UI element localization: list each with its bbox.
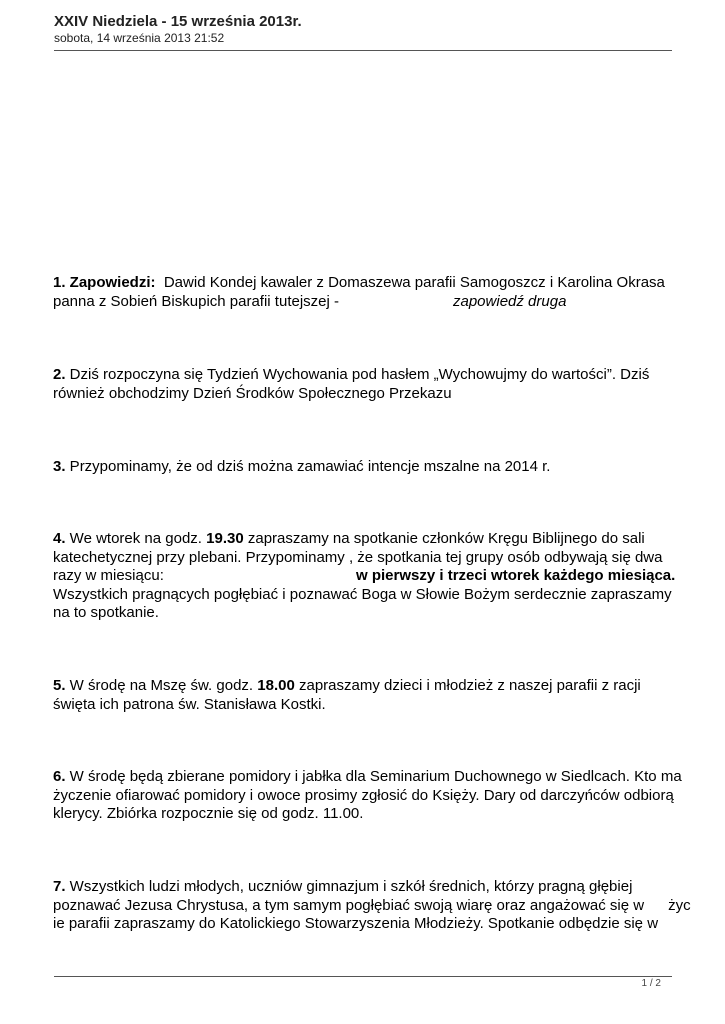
announcement-time: 18.00 bbox=[257, 677, 295, 694]
announcement-text: Wszystkich ludzi młodych, uczniów gimnazjum i szkół średnich, którzy pragną głębiej bbox=[65, 878, 633, 895]
announcement-text: zapraszamy na spotkanie członków Kręgu Biblijnego do sali bbox=[243, 530, 645, 547]
announcement-text: również obchodzimy Dzień Środków Społecznego Przekazu bbox=[53, 384, 452, 402]
announcement-text: W środę na Mszę św. godz. bbox=[65, 677, 258, 694]
announcement-text: Dawid Kondej kawaler z Domaszewa parafii Samogoszcz i Karolina Okrasa bbox=[155, 274, 665, 291]
announcement-number: 2. bbox=[53, 366, 66, 383]
header-divider bbox=[54, 50, 672, 51]
announcement-text: Przypominamy, że od dziś można zamawiać intencje mszalne na 2014 r. bbox=[65, 458, 551, 475]
announcement-number: 7. bbox=[53, 878, 66, 895]
announcement-text: święta ich patrona św. Stanisława Kostki. bbox=[53, 695, 326, 713]
announcement-7 bbox=[53, 878, 693, 934]
announcement-text: życzenie ofiarować pomidory i owoce prosimy zgłosić do Księży. Dary od darczyńców odbiorą bbox=[53, 786, 674, 804]
announcement-note: zapowiedź druga bbox=[453, 292, 567, 310]
announcement-4 bbox=[53, 530, 693, 623]
announcement-text: zapraszamy dzieci i młodzież z naszej parafii z racji bbox=[294, 677, 641, 694]
announcement-number: 6. bbox=[53, 768, 66, 785]
announcement-text: razy w miesiącu: bbox=[53, 567, 164, 585]
announcement-2 bbox=[53, 366, 693, 403]
announcement-number: 4. bbox=[53, 530, 66, 547]
document-title: XXIV Niedziela - 15 września 2013r. bbox=[54, 13, 302, 30]
announcement-text: życ bbox=[668, 896, 691, 914]
page-number: 1 / 2 bbox=[641, 978, 661, 989]
announcement-number: 3. bbox=[53, 458, 66, 475]
announcement-text: W środę będą zbierane pomidory i jabłka dla Seminarium Duchownego w Siedlcach. Kto ma bbox=[65, 768, 682, 785]
announcement-1 bbox=[53, 274, 693, 311]
announcement-emphasis: w pierwszy i trzeci wtorek każdego miesiąca. bbox=[356, 567, 676, 585]
announcement-text: na to spotkanie. bbox=[53, 604, 159, 622]
announcement-text: ie parafii zapraszamy do Katolickiego Stowarzyszenia Młodzieży. Spotkanie odbędzie się w bbox=[53, 915, 659, 933]
announcement-number: 5. bbox=[53, 677, 66, 694]
announcement-text: panna z Sobień Biskupich parafii tutejszej - bbox=[53, 292, 339, 310]
announcement-5 bbox=[53, 677, 693, 714]
announcement-text: Wszystkich pragnących pogłębiać i poznawać Boga w Słowie Bożym serdecznie zapraszamy bbox=[53, 585, 672, 603]
announcement-text: katechetycznej przy plebani. Przypominamy , że spotkania tej grupy osób odbywają się dwa bbox=[53, 548, 663, 566]
announcement-text: poznawać Jezusa Chrystusa, a tym samym pogłębiać swoją wiarę oraz angażować się w bbox=[53, 896, 645, 914]
announcement-number: 1. Zapowiedzi: bbox=[53, 274, 156, 291]
announcement-6 bbox=[53, 768, 693, 824]
document-date: sobota, 14 września 2013 21:52 bbox=[54, 31, 225, 45]
announcement-time: 19.30 bbox=[206, 530, 244, 547]
footer-divider bbox=[54, 976, 672, 977]
announcement-text: We wtorek na godz. bbox=[65, 530, 207, 547]
announcement-text: klerycy. Zbiórka rozpocznie się od godz. 11.00. bbox=[53, 805, 364, 823]
announcement-text: Dziś rozpoczyna się Tydzień Wychowania pod hasłem „Wychowujmy do wartości”. Dziś bbox=[65, 366, 650, 383]
document-header bbox=[54, 12, 672, 46]
announcement-3 bbox=[53, 458, 693, 477]
